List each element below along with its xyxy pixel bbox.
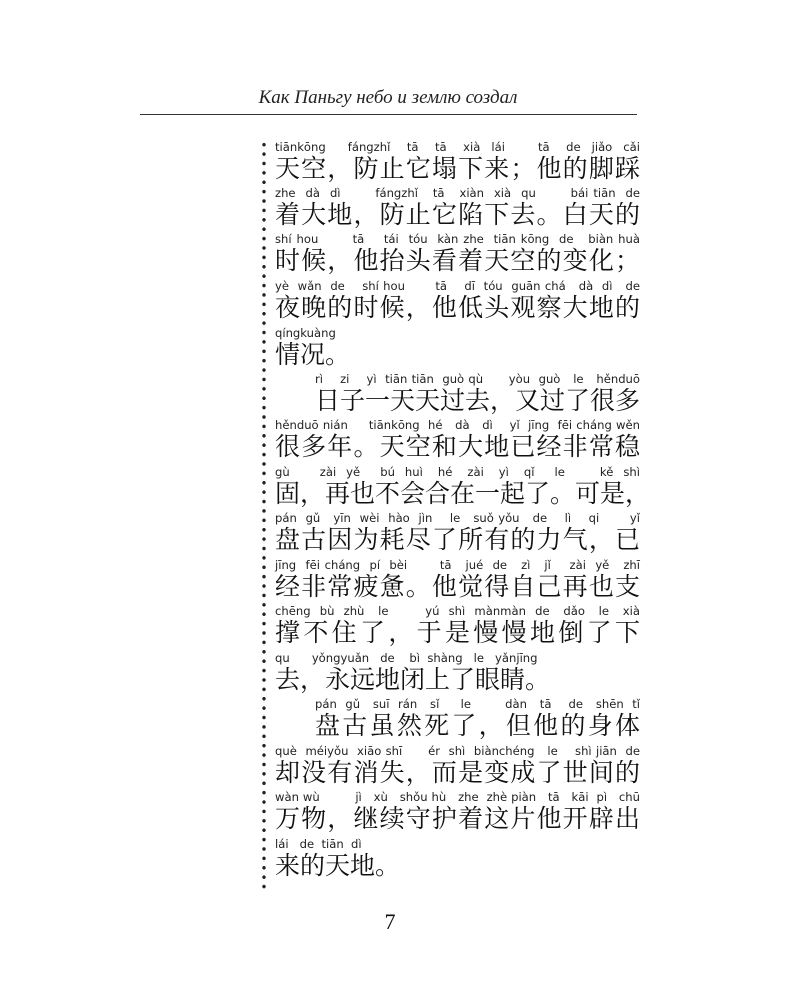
text-line — [275, 278, 640, 324]
text-line — [275, 464, 651, 510]
chinese-text: 着大地，防止它陷下去。白天的 — [275, 200, 640, 229]
text-line — [275, 836, 640, 882]
pinyin-annotation: qu yǒngyuǎn de bì shàng le yǎnjīng — [275, 651, 538, 665]
pinyin-annotation: rì zi yì tiān tiān guò qù yòu guò le hěnduō — [315, 372, 640, 386]
pinyin-annotation: pán gǔ suī rán sǐ le dàn tā de shēn tǐ — [315, 697, 640, 711]
chinese-text: 情况。 — [275, 340, 351, 369]
text-line — [275, 557, 640, 603]
text-line — [275, 510, 640, 556]
page-number: 7 — [384, 909, 396, 934]
page-header-title: Как Паньгу небо и землю создал — [258, 87, 518, 108]
chinese-text: 去，永远地闭上了眼睛。 — [275, 665, 551, 694]
text-line — [275, 325, 640, 371]
text-line — [275, 371, 640, 417]
text-line — [275, 696, 640, 742]
pinyin-annotation: lái de tiān dì — [275, 837, 362, 851]
chinese-text: 万物，继续守护着这片他开辟出 — [275, 804, 640, 833]
chinese-text: 经非常疲惫。他觉得自己再也支 — [275, 572, 640, 601]
text-line — [275, 743, 640, 789]
chinese-text: 很多年。天空和大地已经非常稳 — [275, 432, 640, 461]
chinese-text: 盘古虽然死了，但他的身体 — [315, 711, 640, 740]
pinyin-annotation: jīng fēi cháng pí bèi tā jué de zì jǐ zài yě zhī — [275, 558, 640, 572]
chinese-text: 日子一天天过去，又过了很多 — [315, 386, 641, 415]
text-line — [275, 417, 640, 463]
pinyin-annotation: hěnduō nián tiānkōng hé dà dì yǐ jīng fēi cháng wěn — [275, 418, 640, 432]
text-line — [275, 185, 640, 231]
text-line — [275, 231, 640, 277]
pinyin-annotation: què méiyǒu xiāo shī ér shì biànchéng le shì jiān de — [275, 744, 640, 758]
chinese-text: 来的天地。 — [275, 851, 401, 880]
pinyin-annotation: tiānkōng fángzhǐ tā tā xià lái tā de jiǎo cǎi — [275, 140, 640, 154]
pinyin-annotation: chēng bù zhù le yú shì mànmàn de dǎo le xià — [275, 604, 640, 618]
pinyin-annotation: qíngkuàng — [275, 326, 336, 340]
text-line — [275, 789, 640, 835]
pinyin-annotation: pán gǔ yīn wèi hào jìn le suǒ yǒu de lì qi yǐ — [275, 511, 640, 525]
text-line — [275, 139, 640, 185]
chinese-text: 时候，他抬头看着天空的变化； — [275, 246, 640, 275]
pinyin-annotation: wàn wù jì xù shǒu hù zhe zhè piàn tā kāi pì chū — [275, 790, 640, 804]
chinese-text: 夜晚的时候，他低头观察大地的 — [275, 293, 640, 322]
chinese-text: 却没有消失，而是变成了世间的 — [275, 758, 640, 787]
dotted-margin-decoration — [262, 140, 266, 890]
chinese-text: 天空，防止它塌下来；他的脚踩 — [275, 154, 640, 183]
chinese-text: 固，再也不会合在一起了。可是， — [275, 479, 651, 508]
chinese-text: 撑不住了，于是慢慢地倒了下 — [275, 618, 640, 647]
text-line — [275, 603, 640, 649]
text-line — [275, 650, 640, 696]
pinyin-annotation: gù zài yě bú huì hé zài yì qǐ le kě shì — [275, 465, 640, 479]
chinese-text: 盘古因为耗尽了所有的力气，已 — [275, 525, 640, 554]
header-rule — [140, 114, 637, 115]
pinyin-annotation: yè wǎn de shí hou tā dī tóu guān chá dà dì de — [275, 279, 640, 293]
pinyin-annotation: zhe dà dì fángzhǐ tā xiàn xià qu bái tiān de — [275, 186, 640, 200]
pinyin-annotation: shí hou tā tái tóu kàn zhe tiān kōng de biàn huà — [275, 232, 640, 246]
